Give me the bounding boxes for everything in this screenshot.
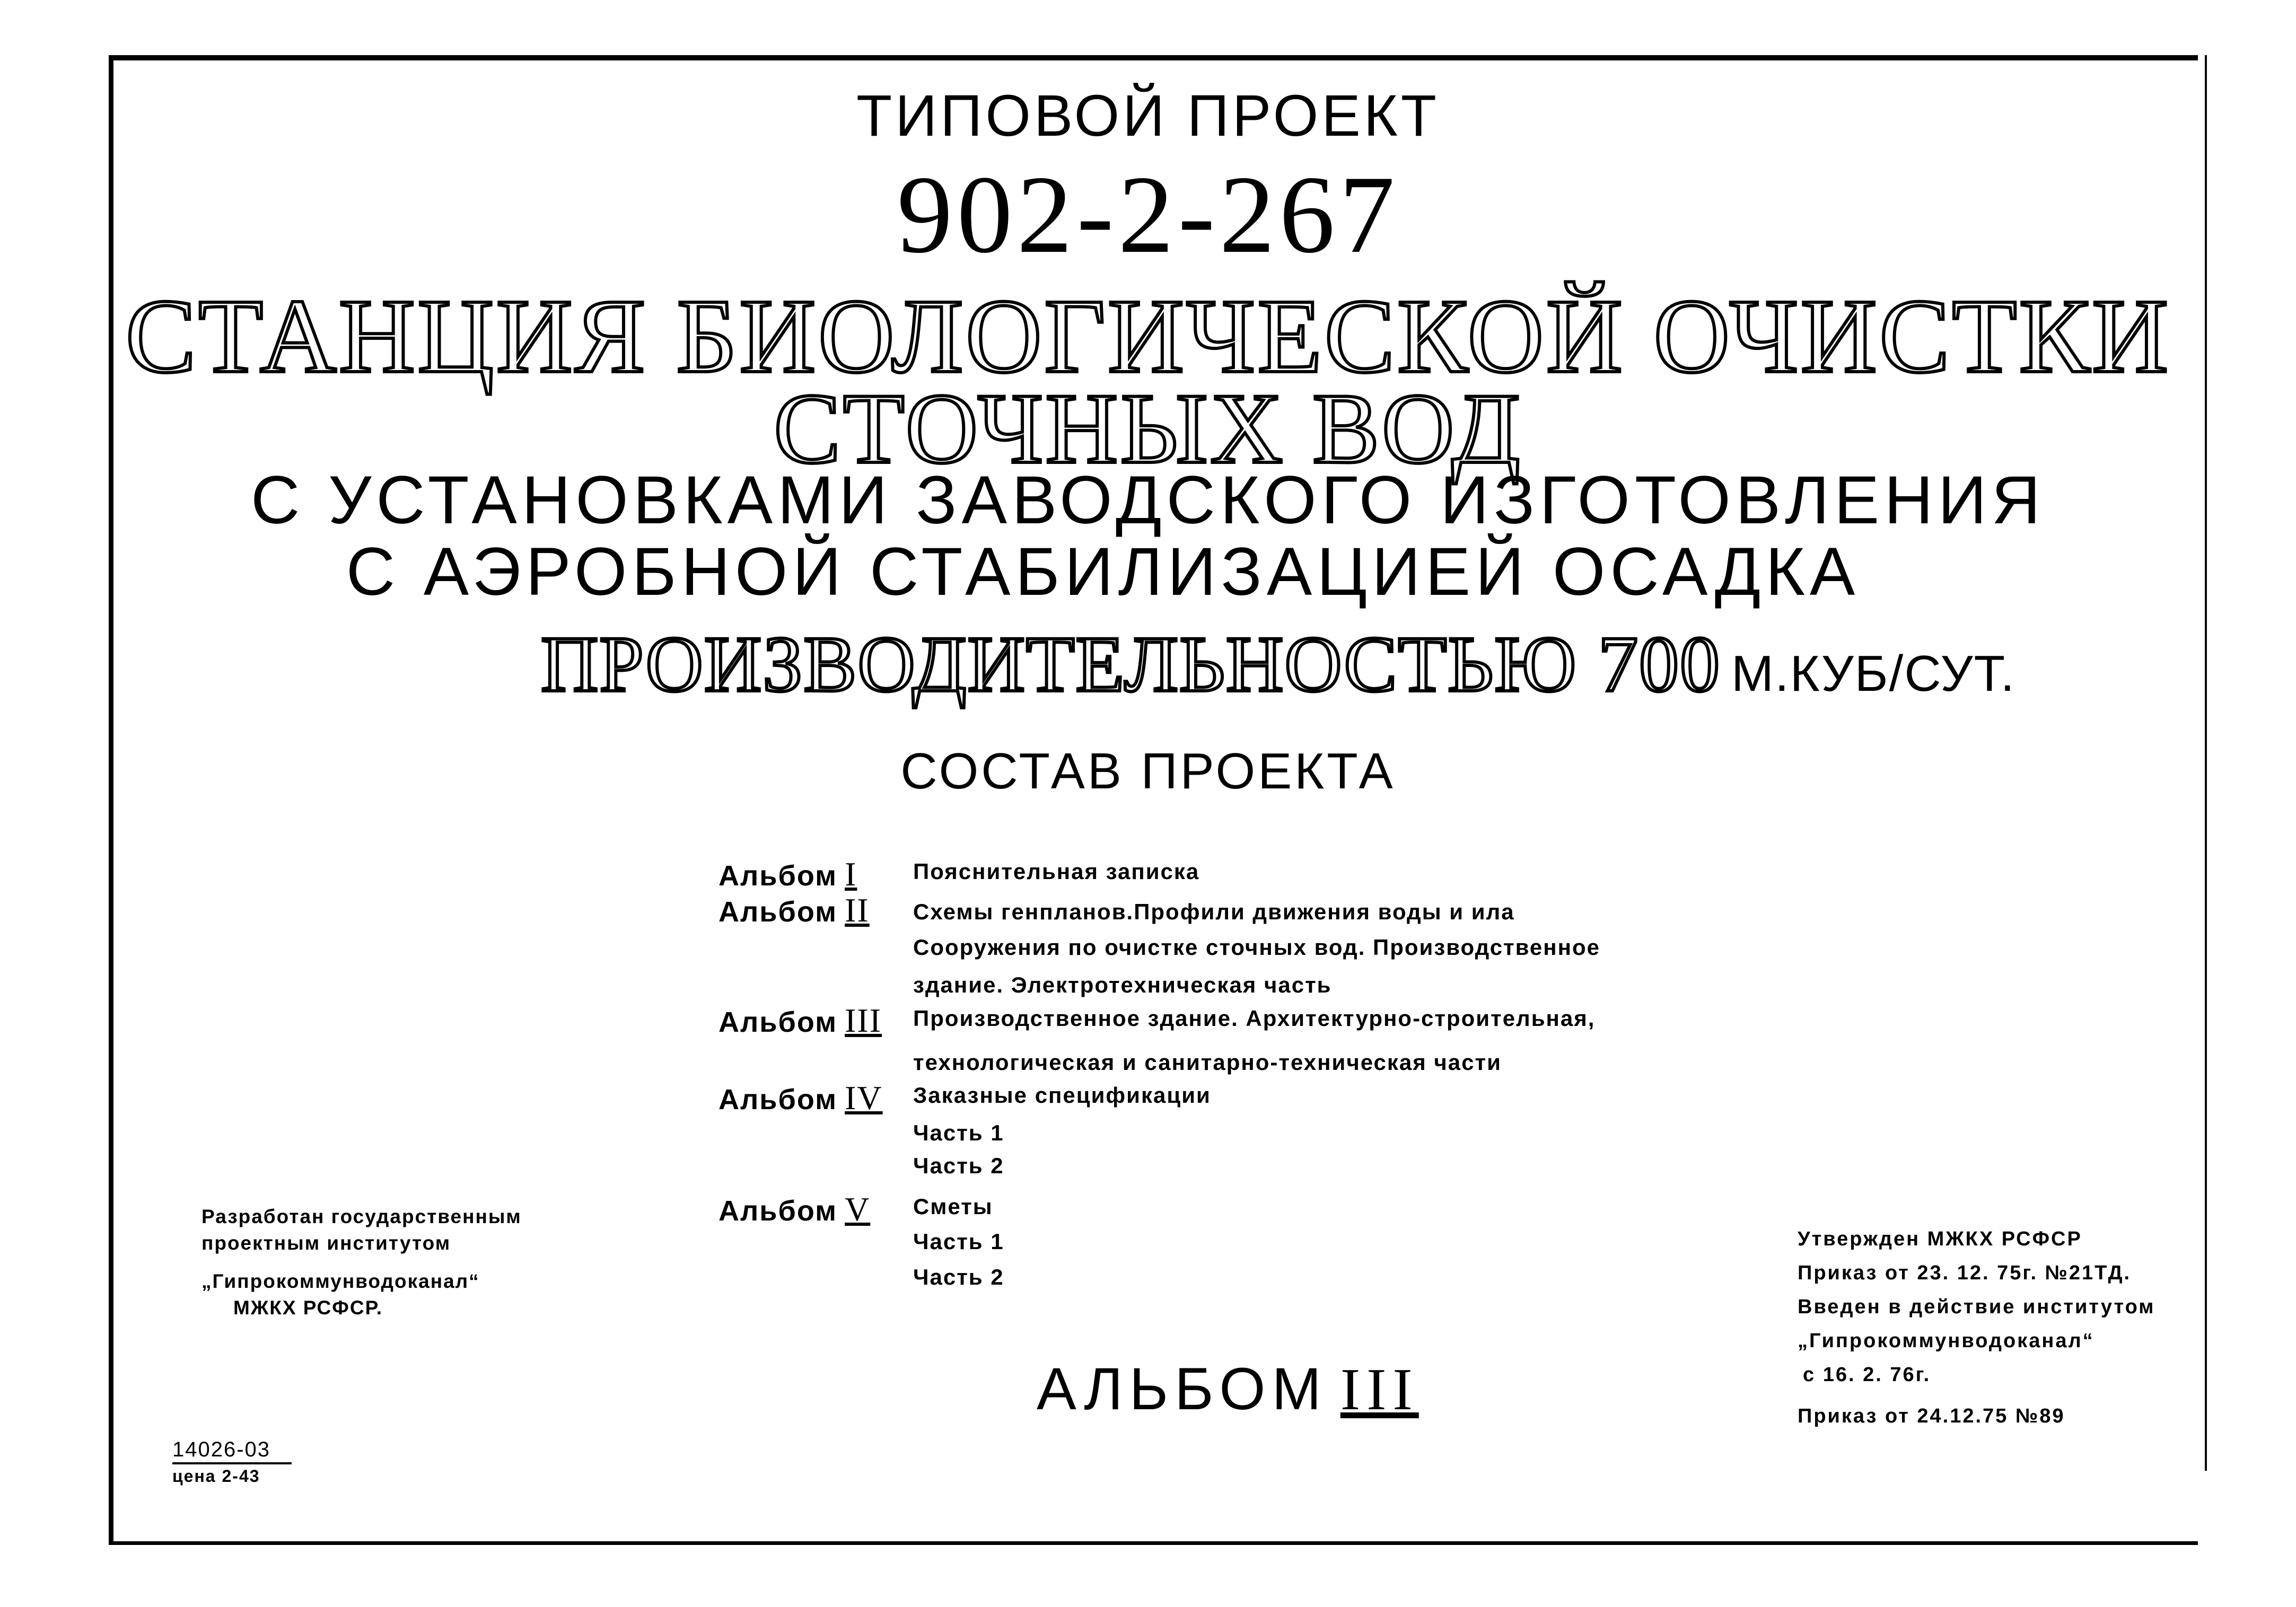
album-2-line-3: здание. Электротехническая часть [913,972,1332,997]
current-album: АЛЬБОМ III [1037,1356,1419,1422]
album-label-4: Альбом IV [718,1079,883,1117]
price-label: цена 2-43 [172,1467,260,1486]
album-label-2: Альбом II [718,891,870,929]
capacity-main: ПРОИЗВОДИТЕЛЬНОСТЬЮ 700 [541,620,1721,708]
album-label-1: Альбом I [718,855,857,893]
album-1-line-1: Пояснительная записка [913,859,1200,884]
approval-line-1: Утвержден МЖКХ РСФСР [1798,1228,2082,1250]
album-5-line-3: Часть 2 [913,1264,1004,1289]
project-kind: ТИПОВОЙ ПРОЕКТ [856,83,1440,148]
approval-line-4: „Гипрокоммунводоканал“ [1798,1330,2095,1352]
title-line-2: СТОЧНЫХ ВОД [774,373,1522,485]
developer-line-4: МЖКХ РСФСР. [233,1297,383,1319]
title-line-1: СТАНЦИЯ БИОЛОГИЧЕСКОЙ ОЧИСТКИ [125,278,2171,395]
capacity-line [0,618,2296,710]
developer-line-2: проектным институтом [201,1232,451,1254]
project-number: 902-2-267 [897,153,1399,276]
subtitle-line-1: С УСТАНОВКАМИ ЗАВОДСКОГО ИЗГОТОВЛЕНИЯ [250,462,2046,538]
album-4-line-2: Часть 1 [913,1120,1004,1145]
approval-block [1798,1222,2155,1433]
approval-line-2: Приказ от 23. 12. 75г. №21ТД. [1798,1262,2132,1284]
developer-line-1: Разработан государственным [201,1206,522,1227]
album-4-line-3: Часть 2 [913,1153,1004,1178]
album-4-line-1: Заказные спецификации [913,1083,1211,1108]
composition-heading: СОСТАВ ПРОЕКТА [900,743,1396,800]
album-2-line-1: Схемы генпланов.Профили движения воды и ила [913,899,1515,924]
code-block [172,1437,292,1486]
album-3-line-2: технологическая и санитарно-техническая части [913,1050,1502,1075]
album-label-3: Альбом III [718,1002,882,1039]
approval-line-3: Введен в действие институтом [1798,1296,2155,1318]
album-label-5: Альбом V [718,1190,871,1228]
subtitle-line-2: С АЭРОБНОЙ СТАБИЛИЗАЦИЕЙ ОСАДКА [346,534,1860,610]
album-5-line-1: Сметы [913,1194,993,1219]
album-3-line-1: Производственное здание. Архитектурно-строительная, [913,1006,1596,1031]
developer-block [201,1204,522,1321]
capacity-unit: М.КУБ/СУТ. [1731,645,2016,702]
approval-line-6: Приказ от 24.12.75 №89 [1798,1405,2065,1427]
approval-line-5: с 16. 2. 76г. [1803,1364,1931,1386]
inventory-code: 14026-03 [172,1437,292,1464]
developer-line-3: „Гипрокоммунводоканал“ [201,1270,480,1292]
album-2-line-2: Сооружения по очистке сточных вод. Производственное [913,935,1601,960]
album-5-line-2: Часть 1 [913,1229,1004,1254]
